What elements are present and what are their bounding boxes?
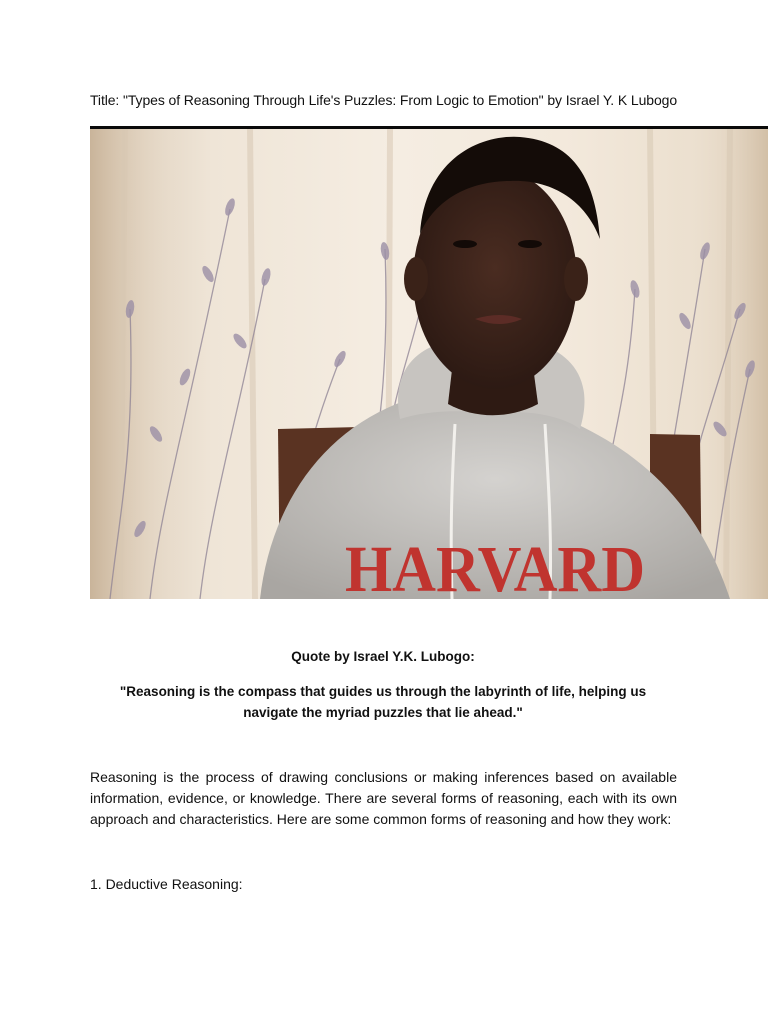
hoodie-lettering: HARVARD: [345, 533, 645, 599]
author-photo: [90, 126, 768, 599]
author-photo-illustration: [90, 129, 768, 599]
section-heading-deductive: 1. Deductive Reasoning:: [90, 876, 243, 892]
page-title: Title: "Types of Reasoning Through Life's Puzzles: From Logic to Emotion" by Israel Y. K Lubogo: [90, 92, 678, 108]
intro-paragraph: Reasoning is the process of drawing conclusions or making inferences based on available information, evidence, or knowledge. There are several forms of reasoning, each with its own approach and characteristics. Here are some common forms of reasoning and how they work:: [90, 769, 677, 827]
quote-text: "Reasoning is the compass that guides us through the labyrinth of life, helping us navigate the myriad puzzles that lie ahead.": [119, 684, 647, 720]
quote-heading: Quote by Israel Y.K. Lubogo:: [291, 649, 475, 664]
